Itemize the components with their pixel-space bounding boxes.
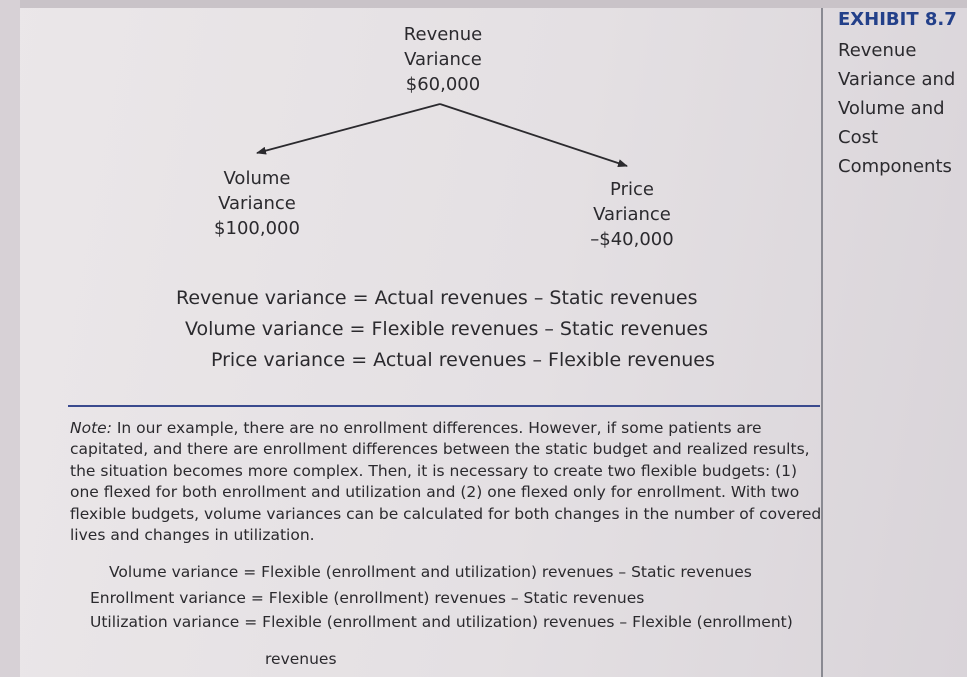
arrow-to-volume — [257, 104, 440, 153]
note-label: Note: — [70, 419, 112, 437]
exhibit-title: Revenue Variance and Volume and Cost Components — [838, 40, 956, 177]
note-text: In our example, there are no enrollment differences. However, if some patients are capitated, and there are enrollment differences between the static budget and realized results, the situation becomes more complex. Then, it is necessary to create two flexible budgets: (1) one flexed for both enrollment and utilization and (2) one flexed only for enrollment. With two flexible budgets, volume variances can be calculated for both changes in the number of covered lives and changes in utilization. — [70, 419, 822, 545]
note-utilization-formula-cont: revenues — [265, 650, 337, 668]
revenue-variance-label1: Revenue — [403, 24, 483, 45]
revenue-variance-formula: Revenue variance = Actual revenues – Static revenues — [176, 287, 698, 309]
exhibit-number: EXHIBIT 8.7 — [838, 9, 957, 30]
revenue-variance-label2: Variance — [404, 49, 482, 70]
volume-variance-formula: Volume variance = Flexible revenues – Static revenues — [185, 318, 708, 340]
price-variance-amount: –$40,000 — [590, 229, 674, 250]
note-utilization-formula: Utilization variance = Flexible (enrollment and utilization) revenues – Flexible (enrollment) — [90, 613, 793, 631]
note-enrollment-formula: Enrollment variance = Flexible (enrollment) revenues – Static revenues — [90, 589, 645, 607]
volume-variance-label1: Volume — [223, 168, 291, 189]
volume-variance-amount: $100,000 — [214, 218, 300, 239]
revenue-variance-amount: $60,000 — [405, 74, 481, 95]
arrow-to-price — [440, 104, 627, 166]
price-variance-label2: Variance — [593, 204, 671, 225]
revenue-variance-node — [393, 22, 493, 97]
exhibit-note — [70, 418, 822, 546]
price-variance-formula: Price variance = Actual revenues – Flexible revenues — [211, 349, 715, 371]
note-volume-formula: Volume variance = Flexible (enrollment and utilization) revenues – Static revenues — [109, 563, 752, 581]
volume-variance-node — [198, 166, 316, 241]
volume-variance-label2: Variance — [218, 193, 296, 214]
price-variance-label1: Price — [610, 179, 654, 200]
note-divider — [68, 405, 820, 407]
price-variance-node — [572, 177, 692, 252]
